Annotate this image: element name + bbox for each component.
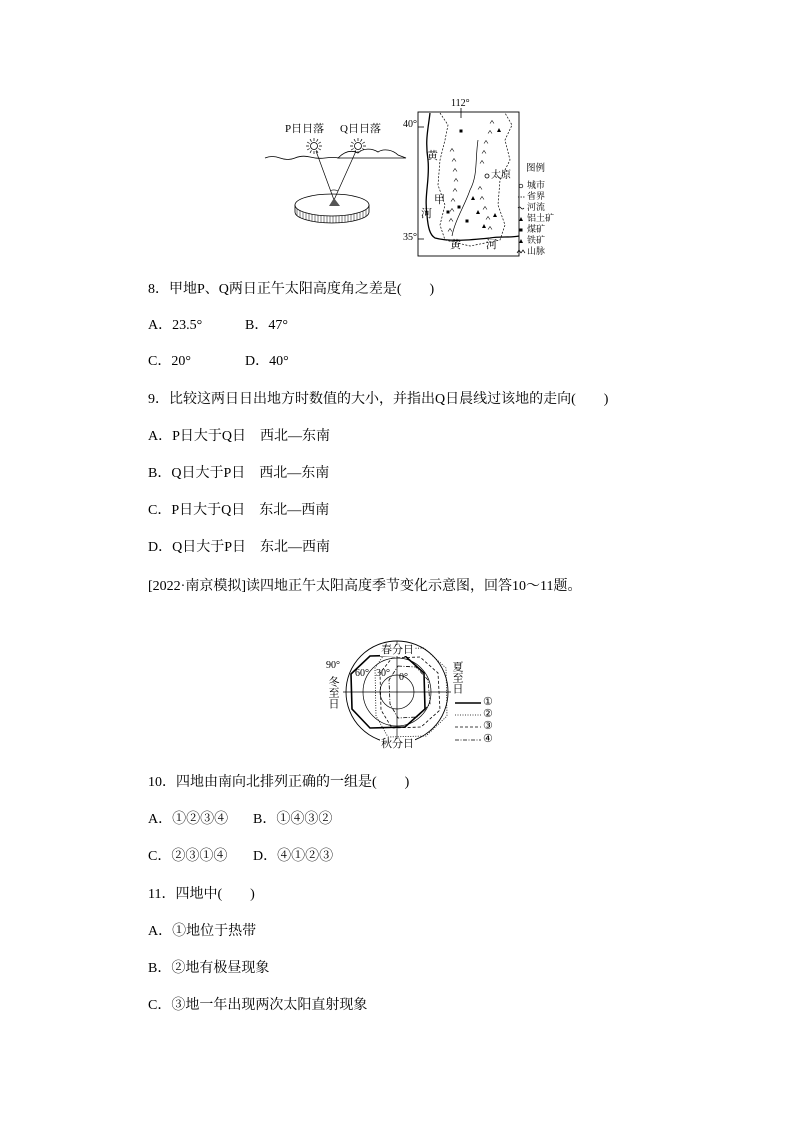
winter-solstice-label: 冬至日 [327,676,339,709]
q10-option-b: B．①④③② [253,812,333,827]
map-legend-title: 图例 [526,164,546,174]
legend-label-4: ④ [483,733,493,745]
q10-option-c: C．②③①④ [148,849,228,864]
ring-label-30: 30° [376,668,390,679]
legend-item-river: 河流 [527,202,546,212]
q9-option-b: B．Q日大于P日 西北—东南 [148,466,330,481]
intro-10-11: [2022·南京模拟]读四地正午太阳高度季节变化示意图，回答10～11题。 [148,579,582,594]
ring-label-0: 0° [399,672,408,683]
hill-shape [338,149,406,158]
legend-item-border: 省界 [527,191,546,201]
q10-stem: 10．四地由南向北排列正确的一组是( ) [148,775,410,790]
q11-option-b: B．②地有极昼现象 [148,961,270,976]
meridian-label: 112° [451,98,470,109]
sundial-disc [295,194,369,223]
autumn-equinox-label: 秋分日 [381,738,414,750]
p-sunset-label: P日日落 [285,123,325,135]
site-jia-label: 甲 [434,194,445,206]
horizon-line [265,156,340,159]
ring-label-60: 60° [355,668,369,679]
q11-option-c: C．③地一年出现两次太阳直射现象 [148,998,368,1013]
q10-option-a: A．①②③④ [148,812,229,827]
river-south-char2: 河 [486,239,497,251]
legend-item-mountain: 山脉 [527,246,546,256]
lat-40-label: 40° [403,119,417,130]
sun-p-icon [311,143,318,150]
q10-option-d: D．④①②③ [253,849,334,864]
q8-option-b: B．47° [245,318,288,333]
angle-arc [331,190,339,191]
city-taiyuan-label: 太原 [491,170,511,181]
summer-solstice-label: 夏至日 [451,661,463,694]
lat-35-label: 35° [403,232,417,243]
legend-label-3: ③ [483,720,493,732]
q9-option-a: A．P日大于Q日 西北—东南 [148,429,331,444]
sun-q-icon [355,143,362,150]
spring-equinox-label: 春分日 [381,644,414,656]
q8-option-d: D．40° [245,354,289,369]
q11-option-a: A．①地位于热带 [148,924,257,939]
legend-item-coal: 煤矿 [527,224,546,234]
ring-label-90: 90° [326,660,340,671]
q9-stem: 9．比较这两日日出地方时数值的大小，并指出Q日晨线过该地的走向( ) [148,392,609,407]
q11-stem: 11．四地中( ) [148,887,255,902]
q9-option-d: D．Q日大于P日 东北—西南 [148,540,331,555]
legend-label-1: ① [483,696,493,708]
river-north-char1: 黄 [427,150,438,162]
city-marker-taiyuan [485,174,489,178]
legend-item-iron: 铁矿 [527,235,546,245]
q9-option-c: C．P日大于Q日 东北—西南 [148,503,330,518]
river-north-char2: 河 [421,208,432,220]
legend-item-city: 城市 [527,180,546,190]
map-frame [418,112,519,256]
q8-option-a: A．23.5° [148,318,203,333]
q-sunset-label: Q日日落 [340,123,381,135]
q8-option-c: C．20° [148,354,191,369]
q8-stem: 8．甲地P、Q两日正午太阳高度角之差是( ) [148,282,435,297]
river-south-char1: 黄 [450,239,461,251]
legend-item-bauxite: 铝土矿 [527,213,555,223]
legend-label-2: ② [483,708,493,720]
